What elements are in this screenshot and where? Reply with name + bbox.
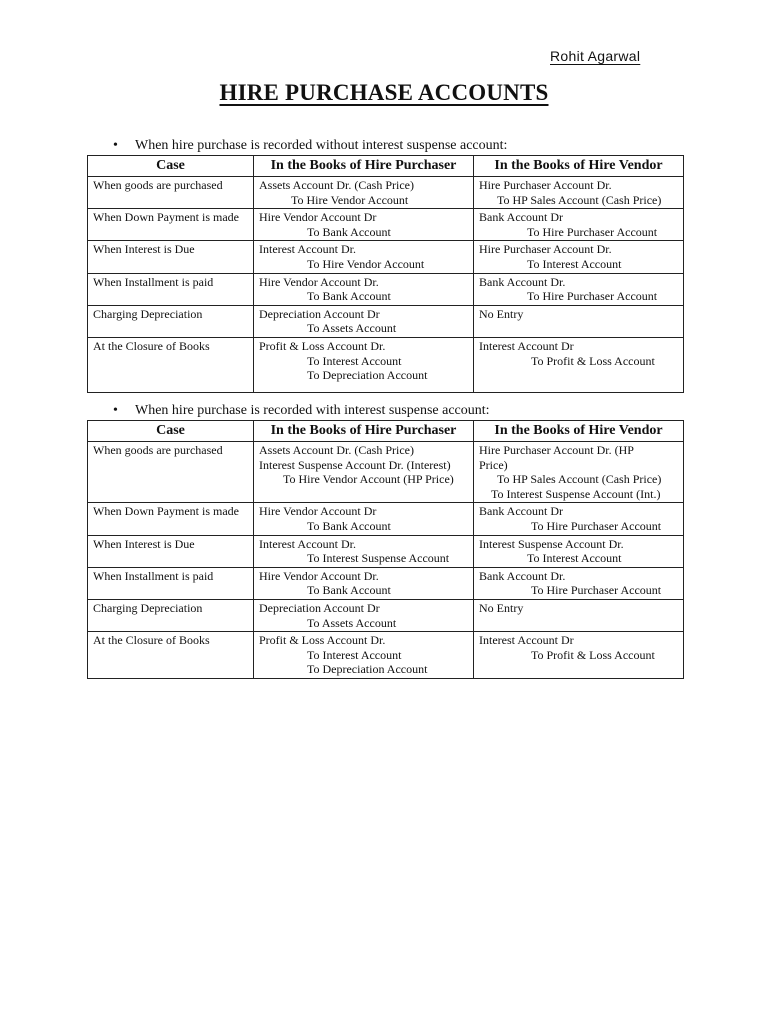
entry-line: Hire Purchaser Account Dr. [479, 242, 612, 257]
entry-line: To Interest Account [527, 551, 622, 566]
table-row [88, 337, 684, 392]
vendor-entry [474, 273, 684, 305]
case-cell: When goods are purchased [88, 177, 254, 209]
bullet-icon: • [113, 138, 118, 153]
bullet-icon: • [113, 403, 118, 418]
purchaser-entry [254, 177, 474, 209]
vendor-entry [474, 177, 684, 209]
entry-line: No Entry [479, 600, 524, 615]
entry-line: Interest Suspense Account Dr. (Interest) [259, 457, 451, 472]
entry-line: To Hire Purchaser Account [531, 583, 662, 598]
entry-line: Hire Purchaser Account Dr. [479, 178, 612, 192]
purchaser-entry [254, 337, 474, 392]
author-name: Rohit Agarwal [550, 48, 641, 64]
purchaser-entry [254, 442, 474, 503]
case-cell: When Installment is paid [88, 567, 254, 599]
case-cell: At the Closure of Books [88, 632, 254, 679]
table-row [88, 241, 684, 273]
entry-line: To Bank Account [307, 224, 391, 239]
table-header-row [88, 156, 684, 177]
entry-line: Interest Account Dr [479, 633, 574, 648]
case-cell: When Down Payment is made [88, 209, 254, 241]
vendor-entry [474, 599, 684, 631]
entry-line: To Interest Account [307, 647, 402, 662]
table-row [88, 209, 684, 241]
entry-line: To Interest Account [307, 353, 402, 368]
bullet-item [87, 137, 683, 155]
purchaser-entry [254, 209, 474, 241]
table-row [88, 503, 684, 535]
entry-line: Bank Account Dr [479, 504, 563, 519]
entry-line: Hire Vendor Account Dr [259, 210, 377, 225]
purchaser-entry [254, 599, 474, 631]
purchaser-entry [254, 241, 474, 273]
section-heading: When hire purchase is recorded without interest suspense account: [135, 138, 508, 153]
entry-line: Price) [479, 457, 508, 472]
entry-line: To Hire Vendor Account (HP Price) [283, 472, 454, 487]
entry-line: Hire Vendor Account Dr [259, 504, 377, 519]
page-title: HIRE PURCHASE ACCOUNTS [219, 80, 549, 105]
entry-line: To Hire Vendor Account [307, 256, 425, 271]
purchaser-entry [254, 632, 474, 679]
entry-line: Assets Account Dr. (Cash Price) [259, 443, 414, 457]
purchaser-entry [254, 305, 474, 337]
entry-line: To Hire Purchaser Account [531, 518, 662, 533]
entry-line: Bank Account Dr. [479, 274, 566, 289]
case-cell: At the Closure of Books [88, 337, 254, 392]
entry-line: To HP Sales Account (Cash Price) [497, 192, 662, 207]
entry-line: Interest Account Dr. [259, 242, 356, 257]
header-purchaser: In the Books of Hire Purchaser [254, 156, 474, 177]
case-cell: When goods are purchased [88, 442, 254, 503]
entry-line: Interest Account Dr. [259, 536, 356, 551]
entry-line: Assets Account Dr. (Cash Price) [259, 178, 414, 192]
entry-line: To Assets Account [307, 321, 397, 336]
vendor-entry [474, 442, 684, 503]
entry-line: Depreciation Account Dr [259, 306, 380, 321]
header-case: Case [88, 156, 254, 177]
purchaser-entry [254, 535, 474, 567]
case-cell: Charging Depreciation [88, 305, 254, 337]
vendor-entry [474, 337, 684, 392]
entry-line: Hire Purchaser Account Dr. (HP [479, 443, 634, 457]
header-vendor: In the Books of Hire Vendor [474, 156, 684, 177]
entry-line: Bank Account Dr [479, 210, 563, 225]
entry-line: To Interest Account [527, 256, 622, 271]
purchaser-entry [254, 273, 474, 305]
entry-line: Interest Suspense Account Dr. [479, 536, 624, 551]
entry-line: Profit & Loss Account Dr. [259, 633, 386, 648]
section-heading: When hire purchase is recorded with interest suspense account: [135, 403, 490, 418]
header-purchaser: In the Books of Hire Purchaser [254, 421, 474, 442]
bullet-item [87, 402, 683, 420]
entry-line: To Bank Account [307, 583, 391, 598]
section-with-suspense [87, 402, 683, 679]
case-cell: When Down Payment is made [88, 503, 254, 535]
entry-line: To Hire Purchaser Account [527, 224, 658, 239]
purchaser-entry [254, 503, 474, 535]
vendor-entry [474, 535, 684, 567]
entry-line: To HP Sales Account (Cash Price) [497, 472, 662, 487]
entry-line: Profit & Loss Account Dr. [259, 338, 386, 353]
table-row [88, 599, 684, 631]
vendor-entry [474, 503, 684, 535]
table-header-row [88, 421, 684, 442]
table-row [88, 177, 684, 209]
entry-line: To Interest Suspense Account [307, 551, 450, 566]
entry-line: No Entry [479, 306, 524, 321]
section-without-suspense [87, 137, 683, 393]
journal-table-with-suspense [87, 420, 684, 679]
case-cell: When Installment is paid [88, 273, 254, 305]
table-row [88, 442, 684, 503]
purchaser-entry [254, 567, 474, 599]
entry-line: To Depreciation Account [307, 368, 428, 383]
vendor-entry [474, 567, 684, 599]
table-row [88, 567, 684, 599]
journal-table-without-suspense [87, 155, 684, 393]
table-row [88, 273, 684, 305]
entry-line: To Profit & Loss Account [531, 647, 655, 662]
vendor-entry [474, 632, 684, 679]
header-vendor: In the Books of Hire Vendor [474, 421, 684, 442]
table-row [88, 305, 684, 337]
entry-line: To Assets Account [307, 615, 397, 630]
case-cell: When Interest is Due [88, 241, 254, 273]
table-row [88, 535, 684, 567]
entry-line: To Bank Account [307, 289, 391, 304]
table-row [88, 632, 684, 679]
entry-line: Depreciation Account Dr [259, 600, 380, 615]
entry-line: To Interest Suspense Account (Int.) [491, 486, 661, 501]
vendor-entry [474, 241, 684, 273]
case-cell: When Interest is Due [88, 535, 254, 567]
entry-line: Hire Vendor Account Dr. [259, 274, 379, 289]
header-case: Case [88, 421, 254, 442]
entry-line: Bank Account Dr. [479, 568, 566, 583]
entry-line: Interest Account Dr [479, 338, 574, 353]
vendor-entry [474, 209, 684, 241]
entry-line: Hire Vendor Account Dr. [259, 568, 379, 583]
case-cell: Charging Depreciation [88, 599, 254, 631]
entry-line: To Depreciation Account [307, 662, 428, 677]
entry-line: To Bank Account [307, 518, 391, 533]
entry-line: To Hire Vendor Account [291, 192, 409, 207]
vendor-entry [474, 305, 684, 337]
entry-line: To Hire Purchaser Account [527, 289, 658, 304]
entry-line: To Profit & Loss Account [531, 353, 655, 368]
